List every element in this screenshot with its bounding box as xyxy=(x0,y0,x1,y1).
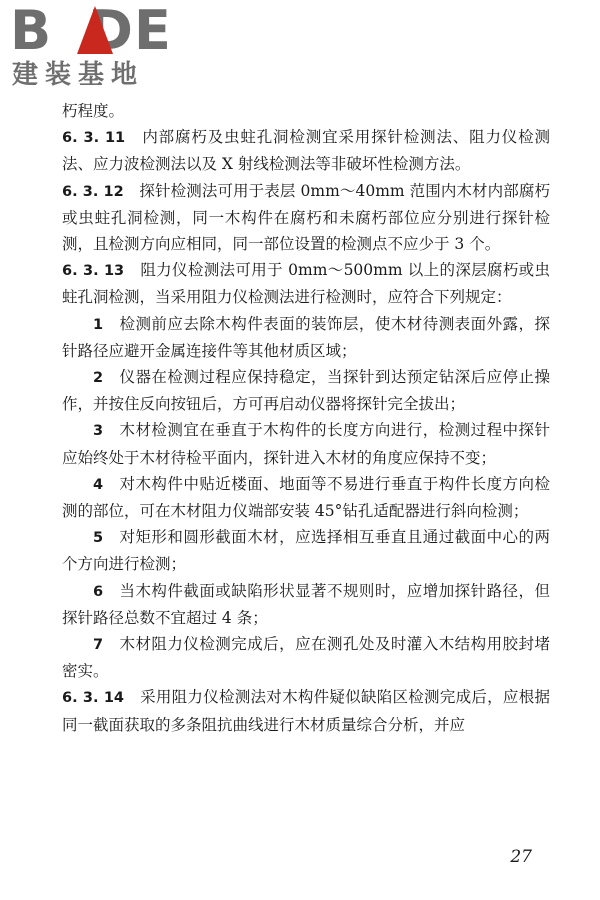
clause-number: 6. 3. 12 xyxy=(62,183,124,200)
list-item-1 xyxy=(62,311,550,364)
item-number: 2 xyxy=(93,370,104,387)
clause-text: 采用阻力仪检测法对木构件疑似缺陷区检测完成后，应根据同一截面获取的多条阻抗曲线进行木材质量综合分析，并应 xyxy=(62,688,550,734)
item-text: 木材阻力仪检测完成后，应在测孔处及时灌入木结构用胶封堵密实。 xyxy=(62,635,550,681)
clause-number: 6. 3. 14 xyxy=(62,690,125,707)
list-item-3 xyxy=(62,417,550,470)
item-number: 5 xyxy=(93,530,104,547)
clause-number: 6. 3. 13 xyxy=(62,263,125,280)
list-item-5 xyxy=(62,524,550,577)
paragraph-text: 朽程度。 xyxy=(62,102,125,120)
item-number: 6 xyxy=(93,583,104,600)
clause-6-3-12 xyxy=(62,178,550,258)
logo-letters-de: DE xyxy=(88,0,172,62)
clause-text: 探针检测法可用于表层 0mm～40mm 范围内木材内部腐朽或虫蛀孔洞检测，同一木构件在腐朽和未腐朽部位应分别进行探针检测，且检测方向应相同，同一部位设置的检测点不应少于 3 个。 xyxy=(62,181,550,254)
bade-logo xyxy=(10,0,190,96)
item-text: 对矩形和圆形截面木材，应选择相互垂直且通过截面中心的两个方向进行检测； xyxy=(62,528,550,574)
document-body xyxy=(62,98,550,738)
item-text: 对木构件中贴近楼面、地面等不易进行垂直于构件长度方向检测的部位，可在木材阻力仪端部安装 45°钻孔适配器进行斜向检测； xyxy=(62,474,550,521)
item-number: 3 xyxy=(93,423,104,440)
item-text: 仪器在检测过程应保持稳定，当探针到达预定钻深后应停止操作，并按住反向按钮后，方可再启动仪器将探针完全拔出； xyxy=(62,368,550,414)
clause-number: 6. 3. 11 xyxy=(62,130,126,147)
paragraph-continuation xyxy=(62,98,550,124)
clause-6-3-11 xyxy=(62,124,550,177)
item-number: 4 xyxy=(93,476,104,493)
item-number: 1 xyxy=(93,316,104,333)
logo-letter-b: B xyxy=(10,0,53,62)
list-item-4 xyxy=(62,471,550,524)
item-text: 当木构件截面或缺陷形状显著不规则时，应增加探针路径，但探针路径总数不宜超过 4 条； xyxy=(62,581,550,627)
list-item-2 xyxy=(62,364,550,417)
page-number: 27 xyxy=(510,847,532,867)
item-text: 检测前应去除木构件表面的装饰层，使木材待测表面外露，探针路径应避开金属连接件等其他材质区域； xyxy=(62,314,550,360)
item-text: 木材检测宜在垂直于木构件的长度方向进行，检测过程中探针应始终处于木材待检平面内，探针进入木材的角度应保持不变； xyxy=(62,421,550,467)
logo-a-triangle-icon xyxy=(77,6,113,54)
list-item-7 xyxy=(62,631,550,684)
clause-text: 阻力仪检测法可用于 0mm～500mm 以上的深层腐朽或虫蛀孔洞检测，当采用阻力仪检测法进行检测时，应符合下列规定： xyxy=(62,261,550,307)
logo-subtitle: 建装基地 xyxy=(12,60,145,90)
clause-6-3-13 xyxy=(62,257,550,310)
clause-text: 内部腐朽及虫蛀孔洞检测宜采用探针检测法、阻力仪检测法、应力波检测法以及 X 射线检测法等非破坏性检测方法。 xyxy=(62,128,550,174)
clause-6-3-14 xyxy=(62,684,550,737)
list-item-6 xyxy=(62,578,550,631)
item-number: 7 xyxy=(93,637,104,654)
